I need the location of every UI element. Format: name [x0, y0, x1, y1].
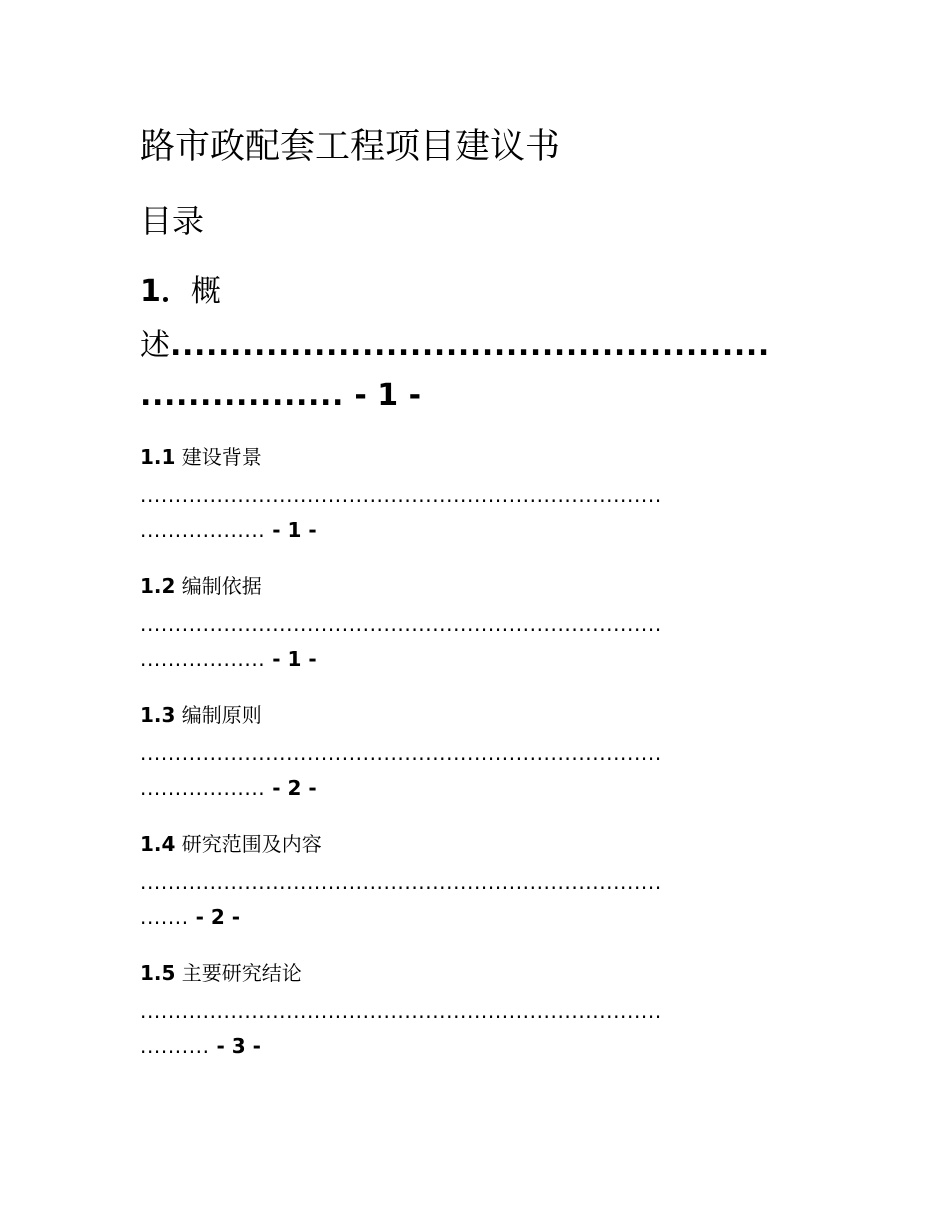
toc-entry-label: 研究范围及内容	[175, 832, 322, 856]
toc-entry-1-1-page-line	[140, 515, 317, 545]
toc-entry-1-3[interactable]	[140, 700, 262, 730]
toc-leader-dots: ..................	[140, 647, 266, 671]
toc-entry-label: 编制原则	[175, 703, 262, 727]
toc-entry-1-3-page-line	[140, 773, 317, 803]
document-title: 路市政配套工程项目建议书	[140, 127, 561, 167]
toc-page-number: - 2 -	[265, 776, 317, 800]
toc-heading: 目录	[140, 202, 205, 240]
toc-leader-dots: ...........................................................................	[140, 870, 662, 894]
toc-page-number: - 1 -	[343, 378, 422, 413]
toc-leader-dots: ..................................................	[170, 328, 770, 363]
toc-entry-1-1-leader	[140, 480, 810, 510]
toc-leader-dots: ...........................................................................	[140, 741, 662, 765]
toc-entry-1-3-leader	[140, 738, 810, 768]
toc-leader-dots: .................	[140, 378, 344, 413]
toc-leader-dots: ..................	[140, 518, 266, 542]
toc-entry-number: 1.5	[140, 961, 176, 985]
toc-leader-dots: ..................	[140, 776, 266, 800]
toc-entry-1-2[interactable]	[140, 571, 262, 601]
toc-entry-1-1[interactable]	[140, 442, 262, 472]
toc-entry-1-page-line[interactable]	[140, 374, 421, 418]
toc-entry-1-4[interactable]	[140, 829, 322, 859]
toc-entry-number: 1.1	[140, 445, 176, 469]
toc-entry-1-2-leader	[140, 609, 810, 639]
toc-page-number: - 2 -	[188, 905, 241, 929]
toc-entry-1-2-page-line	[140, 644, 317, 674]
toc-entry-number: 1．	[140, 274, 191, 309]
toc-entry-1-leader[interactable]	[140, 324, 810, 368]
toc-entry-label: 编制依据	[175, 574, 262, 598]
toc-entry-number: 1.3	[140, 703, 176, 727]
toc-entry-number: 1.2	[140, 574, 176, 598]
toc-leader-dots: .......	[140, 905, 189, 929]
toc-page-number: - 3 -	[209, 1034, 261, 1058]
toc-entry-1-4-leader	[140, 867, 810, 897]
toc-page-number: - 1 -	[265, 647, 317, 671]
toc-entry-label: 建设背景	[175, 445, 262, 469]
toc-entry-1-heading[interactable]	[140, 270, 221, 314]
toc-leader-dots: ...........................................................................	[140, 999, 662, 1023]
toc-leader-dots: ...........................................................................	[140, 483, 662, 507]
toc-entry-1-5-leader	[140, 996, 810, 1026]
toc-entry-label: 主要研究结论	[175, 961, 302, 985]
toc-entry-1-5-page-line	[140, 1031, 261, 1061]
toc-entry-label-tail: 述	[140, 328, 170, 363]
toc-leader-dots: ..........	[140, 1034, 210, 1058]
toc-entry-label: 概	[190, 274, 221, 309]
toc-page-number: - 1 -	[265, 518, 317, 542]
toc-leader-dots: ...........................................................................	[140, 612, 662, 636]
toc-entry-1-4-page-line	[140, 902, 240, 932]
toc-entry-number: 1.4	[140, 832, 176, 856]
toc-entry-1-5[interactable]	[140, 958, 302, 988]
